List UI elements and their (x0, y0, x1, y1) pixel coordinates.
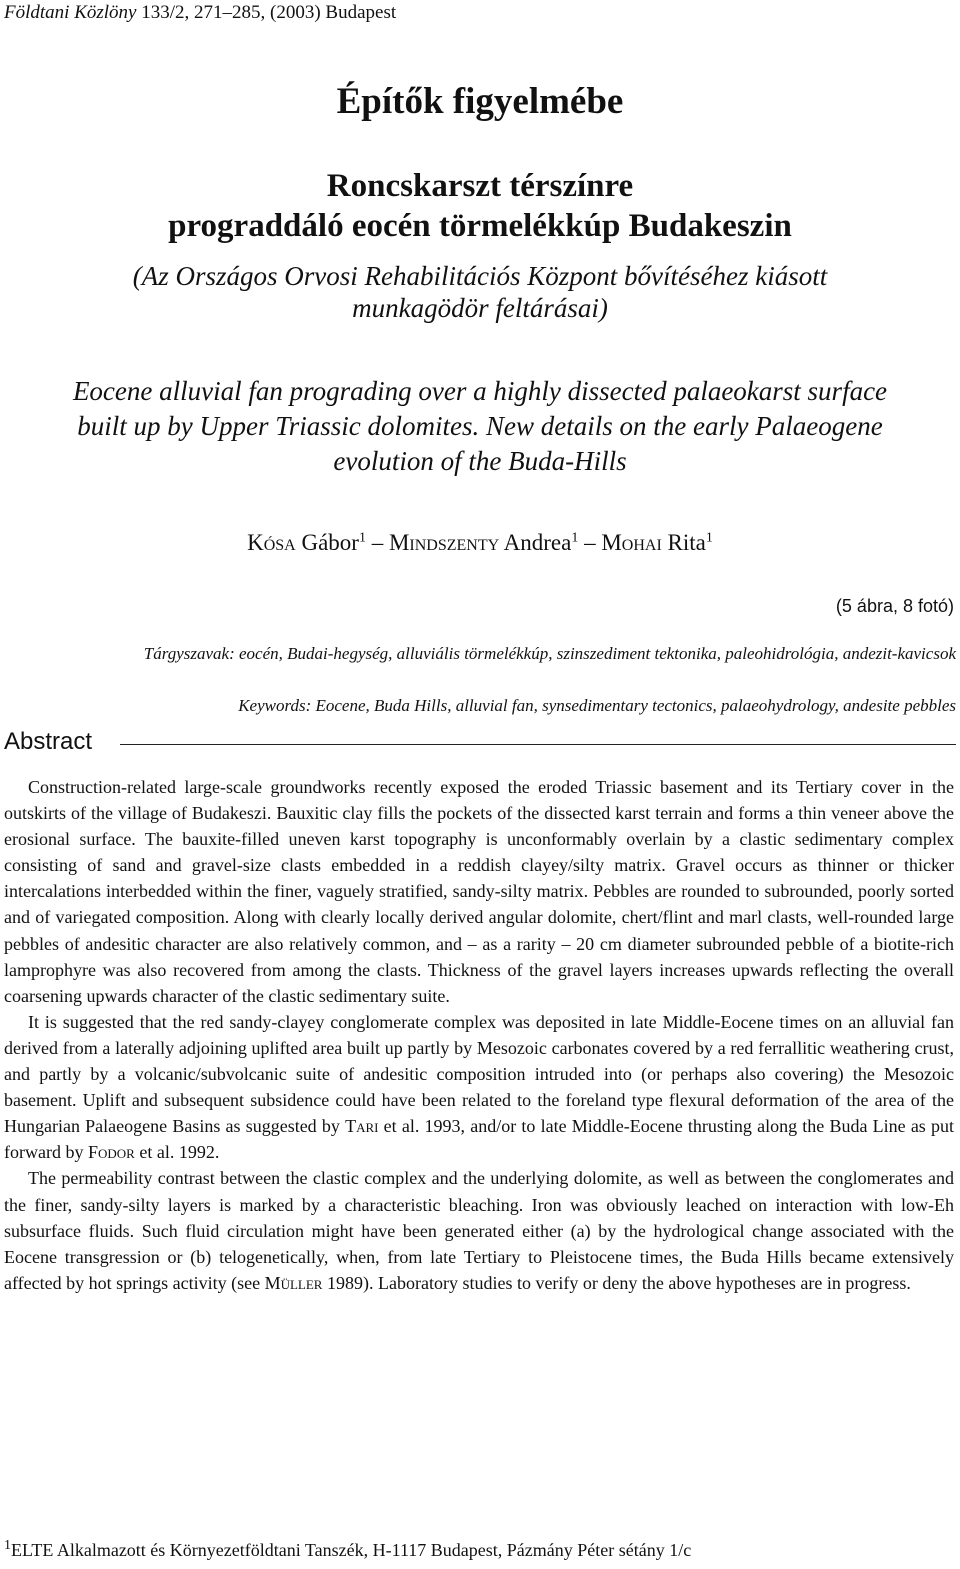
keywords-english (60, 696, 956, 716)
citation-author: Müller (264, 1272, 323, 1293)
paragraph-text: 1989). Laboratory studies to verify or deny the above hypotheses are in progress. (322, 1272, 911, 1293)
author-surname: Mindszenty (388, 530, 500, 555)
title-hungarian (0, 166, 960, 246)
title-english (0, 374, 960, 479)
journal-meta: 133/2, 271–285, (2003) Budapest (136, 2, 397, 23)
abstract-heading-row (4, 728, 956, 756)
affiliation-mark: 1 (358, 530, 366, 546)
author-separator: – (578, 530, 602, 555)
abstract-paragraph-3 (4, 1165, 954, 1295)
title-en-line-1: Eocene alluvial fan prograding over a highly dissected palaeokarst surface (72, 376, 888, 406)
author-surname: Kósa (247, 530, 296, 555)
abstract-label: Abstract (4, 728, 93, 755)
affiliation-footnote (4, 1540, 956, 1561)
figures-note: (5 ábra, 8 fotó) (835, 596, 954, 616)
subtitle-hungarian (40, 260, 920, 324)
author-given-name: Rita (661, 530, 706, 555)
citation-author: Tari (345, 1116, 379, 1137)
keywords-en-label: Keywords: (238, 696, 312, 715)
affiliation-mark: 1 (705, 530, 713, 546)
author-given-name: Gábor (295, 530, 359, 555)
paragraph-text: et al. 1992. (134, 1142, 220, 1163)
author-surname: Mohai (601, 530, 662, 555)
abstract-paragraph-1: Construction-related large-scale groundworks recently exposed the eroded Triassic basement and its Tertiary cover in the outskirts of the village of Budakeszi. Bauxitic clay fills the pockets of the dissected karst terrain and forms a thin veneer above the erosional surface. The bauxite-filled uneven karst topography is unconformably overlain by a clastic sedimentary complex consisting of sand and gravel-size clasts embedded in a reddish clayey/silty matrix. Gravel occurs as thinner or thicker intercalations interbedded within the finer, vaguely stratified, sandy-silty matrix. Pebbles are rounded to subrounded, poorly sorted and of variegated composition. Along with clearly locally derived angular dolomite, chert/flint and marl clasts, well-rounded large pebbles of andesitic character are also relatively common, and – as a rarity – 20 cm diameter subrounded pebble of a biotite-rich lamprophyre was also recovered from among the clasts. Thickness of the gravel layers increases upwards reflecting the overall coarsening upwards character of the clastic sedimentary suite. (4, 777, 954, 1006)
keywords-hu-text: eocén, Budai-hegység, alluviális törmelékkúp, szinszediment tektonika, paleohidrológia, andezit-kavicsok (234, 644, 956, 663)
author-given-name: Andrea (499, 530, 572, 555)
keywords-en-text: Eocene, Buda Hills, alluvial fan, synsedimentary tectonics, palaeohydrology, andesite pebbles (311, 696, 956, 715)
abstract-body (4, 774, 954, 1296)
journal-name: Földtani Közlöny (4, 2, 137, 23)
citation-author: Fodor (87, 1142, 135, 1163)
title-en-line-2: built up by Upper Triassic dolomites. New details on the early Palaeogene (77, 411, 883, 441)
section-heading: Építők figyelmébe (336, 81, 624, 122)
title-line-1: Roncskarszt térszínre (326, 168, 634, 204)
abstract-paragraph-2 (4, 1009, 954, 1166)
author-separator: – (365, 530, 389, 555)
footnote-text: ELTE Alkalmazott és Környezetföldtani Tanszék, H-1117 Budapest, Pázmány Péter sétány 1/c (11, 1540, 692, 1560)
title-line-2: prograddáló eocén törmelékkúp Budakeszin (168, 208, 792, 244)
journal-header (4, 2, 396, 24)
paragraph-text: et al. 1993, and/or to late Middle-Eocene thrusting along the Buda Line as put forward by (4, 1116, 955, 1163)
paragraph-text: It is suggested that the red sandy-clayey conglomerate complex was deposited in late Middle-Eocene times on an alluvial fan derived from a laterally adjoining uplifted area built up partly by Mesozoic carbonates covered by a red ferrallitic weathering crust, and partly by a volcanic/subvolcanic suite of andesitic composition intruded into (or perhaps also covering) the Mesozoic basement. Uplift and subsequent subsidence could have been related to the foreland type flexural deformation of the area of the Hungarian Palaeogene Basins as suggested by (4, 1011, 954, 1137)
subtitle-line-2: munkagödör feltárásai) (352, 293, 608, 323)
title-en-line-3: evolution of the Buda-Hills (333, 446, 627, 476)
author-list (0, 530, 960, 556)
keywords-hungarian (100, 642, 956, 666)
paragraph-text: The permeability contrast between the clastic complex and the underlying dolomite, as well as between the conglomerates and the finer, sandy-silty layers is marked by a characteristic bleaching. Iron was obviously leached on interaction with low-Eh subsurface fluids. Such fluid circulation might have been generated either (a) by the hydrological change associated with the Eocene transgression or (b) telogenetically, when, from late Tertiary to Pleistocene times, the Buda Hills became extensively affected by hot springs activity (see (4, 1168, 954, 1293)
keywords-hu-label: Tárgyszavak: (143, 644, 235, 663)
footnote-mark: 1 (4, 1538, 11, 1553)
abstract-rule (120, 744, 956, 745)
affiliation-mark: 1 (571, 530, 579, 546)
subtitle-line-1: (Az Országos Orvosi Rehabilitációs Központ bővítéséhez kiásott (132, 261, 828, 291)
